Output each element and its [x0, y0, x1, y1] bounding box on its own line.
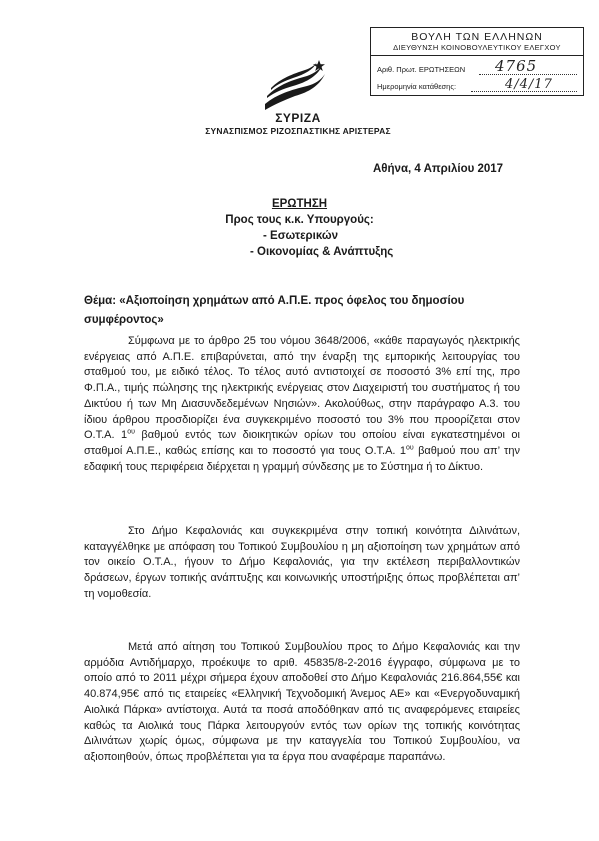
letter-date: Αθήνα, 4 Απριλίου 2017	[373, 163, 504, 175]
body-paragraph-3: Μετά από αίτηση του Τοπικού Συμβουλίου προς το Δήμο Κεφαλονιάς και την αρμόδια Αντιδήμαρχο, προέκυψε το αριθ. 45835/8-2-2016 έγγραφο, σύμφωνα με το οποίο από το 2011 μέχρι σήμερα έχουν αποδοθεί στο Δήμο Κεφαλονιάς 216.864,55€ και 40.874,95€ από τις εταιρείες «Ελληνική Τεχνοδομική Άνεμος ΑΕ» και «Ενεργοδυναμική Αιολικά Πάρκα» αντίστοιχα. Αυτά τα ποσά αποδόθηκαν από τις αναφερόμενες εταιρείες καθώς τα Αιολικά τους Πάρκα λειτουργούν εντός των ορίων της τοπικής κοινότητας Διλινάτων χωρίς όμως, σύμφωνα με την καταγγελία του Τοπικού Συμβουλίου, να αξιοποιηθούν, όπως προβλέπεται για τα έργα που αναφέραμε παραπάνω.	[84, 641, 520, 763]
document-heading: ΕΡΩΤΗΣΗ	[271, 198, 328, 210]
stamp-protocol-label: Αριθ. Πρωτ. ΕΡΩΤΗΣΕΩΝ	[377, 65, 466, 74]
syriza-flag-icon	[263, 60, 331, 112]
stamp-date-value: 4/4/17	[505, 77, 553, 92]
stamp-protocol-row	[377, 65, 465, 75]
body-paragraph-2: Στο Δήμο Κεφαλονιάς και συγκεκριμένα στην τοπική κοινότητα Διλινάτων, καταγγέλθηκε με απόφαση του Τοπικού Συμβουλίου η μη αξιοποίηση των χρημάτων από τον οικείο Ο.Τ.Α., ήγουν το Δήμο Κεφαλονιάς, για την εκτέλεση περιβαλλοντικών δράσεων, έργων τοπικής ανάπτυξης και κοινωνικής υποστήριξης όπως προβλέπεται απ’ τη νομοθεσία.	[84, 525, 520, 600]
p1-text-a: Σύμφωνα με το άρθρο 25 του νόμου 3648/2006, «κάθε παραγωγός ηλεκτρικής ενέργειας από Α.Π.Ε. επιβαρύνεται, από την έναρξη της εμπορικής λειτουργίας του σταθμού του, με ειδικό τέλος. Το τέλος αυτό αντιστοιχεί σε ποσοστό 3% επί της, προ Φ.Π.Α., τιμής πώλησης της ηλεκτρικής ενέργειας στον Διαχειριστή του συστήματος ή του Δικτύου ή των Μη Διασυνδεδεμένων Νησιών». Ακολούθως, στην παράγραφο Α.3. του ίδιου άρθρου προσδιορίζει ένα συγκεκριμένο ποσοστό του 3% που προορίζεται στον Ο.Τ.Α. 1	[84, 335, 520, 442]
p1-text-b: βαθμού εντός των διοικητικών ορίων του οποίου είναι εγκατεστημένοι οι σταθμοί Α.Π.Ε., καθώς επίσης και το ποσοστό για τους Ο.Τ.Α. 1	[84, 429, 520, 457]
party-name: ΣΥΡΙΖΑ	[275, 111, 321, 125]
p1-superscript-1: ου	[127, 428, 135, 436]
stamp-date-label: Ημερομηνία κατάθεσης	[377, 82, 454, 91]
parliament-stamp	[370, 27, 584, 96]
stamp-title: ΒΟΥΛΗ ΤΩΝ ΕΛΛΗΝΩΝ	[411, 31, 543, 43]
body-paragraph-1	[84, 334, 520, 475]
subject-line: Θέμα: «Αξιοποίηση χρημάτων από Α.Π.Ε. προς όφελος του δημοσίου συμφέροντος»	[84, 295, 465, 326]
recipient-line: Προς τους κ.κ. Υπουργούς:	[225, 214, 374, 226]
stamp-date-row: Ημερομηνία κατάθεσης:	[377, 82, 457, 91]
minister-economy: - Οικονομίας & Ανάπτυξης	[250, 246, 394, 258]
minister-interior: - Εσωτερικών	[263, 230, 338, 242]
party-subtitle: ΣΥΝΑΣΠΙΣΜΟΣ ΡΙΖΟΣΠΑΣΤΙΚΗΣ ΑΡΙΣΤΕΡΑΣ	[205, 126, 391, 136]
p1-superscript-2: ου	[405, 444, 414, 452]
p1-text-c: βαθμού που απ’ την εδαφική τους περιφέρεια διέρχεται η γραμμή σύνδεσης με το Σύστημα ή το Δίκτυο.	[84, 444, 520, 473]
stamp-protocol-number: 4765	[495, 57, 538, 75]
stamp-subtitle: ΔΙΕΥΘΥΝΣΗ ΚΟΙΝΟΒΟΥΛΕΥΤΙΚΟΥ ΕΛΕΓΧΟΥ	[371, 43, 583, 56]
